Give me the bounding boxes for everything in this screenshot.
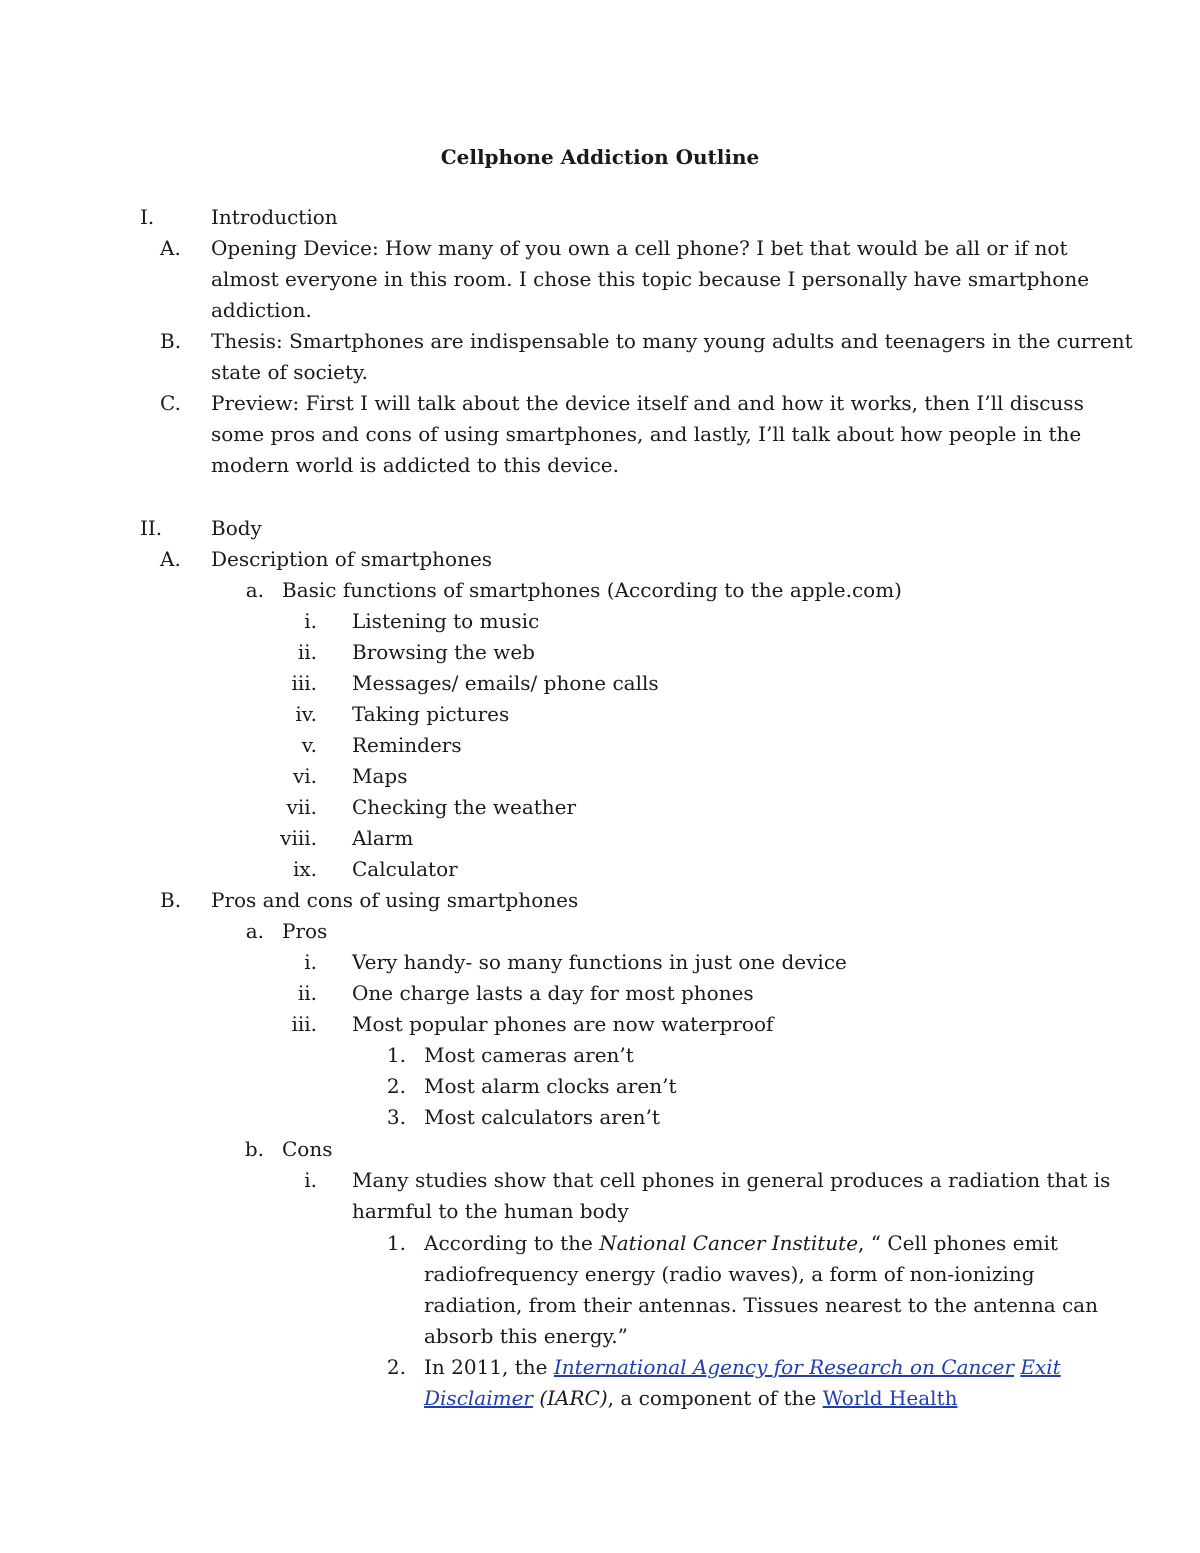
outline-marker: A. <box>160 547 181 571</box>
outline-marker: vi. <box>292 764 317 788</box>
outline-marker: i. <box>304 950 317 974</box>
outline-marker: a. <box>245 578 264 602</box>
outline-marker: ix. <box>292 857 317 881</box>
basic-functions-heading: Basic functions of smartphones (According to the apple.com) <box>282 578 902 602</box>
description-heading: Description of smartphones <box>211 547 493 571</box>
list-item: Most alarm clocks aren’t <box>424 1074 677 1098</box>
outline-marker: iii. <box>291 671 317 695</box>
outline-marker: ii. <box>297 640 317 664</box>
list-item: Alarm <box>352 826 414 850</box>
list-item: Very handy- so many functions in just one device <box>352 950 847 974</box>
outline-marker: 1. <box>386 1043 406 1067</box>
list-item: Most calculators aren’t <box>424 1105 660 1129</box>
exit-disclaimer-link[interactable]: Exit <box>1020 1355 1061 1379</box>
nci-quote-line <box>424 1228 1058 1259</box>
outline-marker: 1. <box>386 1231 406 1255</box>
list-item: Messages/ emails/ phone calls <box>352 671 659 695</box>
list-item: Most cameras aren’t <box>424 1043 634 1067</box>
list-item: Taking pictures <box>352 702 510 726</box>
outline-marker: B. <box>160 329 182 353</box>
thesis-text: state of society. <box>211 360 369 384</box>
list-item: Most popular phones are now waterproof <box>352 1012 774 1036</box>
list-item: Calculator <box>352 857 458 881</box>
iarc-link[interactable]: International Agency for Research on Cancer <box>553 1355 1015 1379</box>
outline-marker: viii. <box>280 826 317 850</box>
outline-marker: C. <box>160 391 181 415</box>
outline-marker: a. <box>245 919 264 943</box>
list-item: One charge lasts a day for most phones <box>352 981 754 1005</box>
nci-post: , “ Cell phones emit <box>858 1231 1058 1255</box>
preview-text: Preview: First I will talk about the device itself and and how it works, then I’ll discuss <box>211 391 1084 415</box>
list-item: Browsing the web <box>352 640 535 664</box>
opening-device-text: addiction. <box>211 298 312 322</box>
who-link[interactable]: World Health <box>822 1386 958 1410</box>
iarc-line <box>424 1352 1061 1383</box>
outline-marker: i. <box>304 1168 317 1192</box>
iarc-abbrev: (IARC) <box>532 1386 608 1410</box>
exit-disclaimer-link[interactable]: Disclaimer <box>424 1386 533 1410</box>
list-item: Listening to music <box>352 609 540 633</box>
preview-text: modern world is addicted to this device. <box>211 453 619 477</box>
outline-marker: 2. <box>386 1074 406 1098</box>
nci-quote-text: radiation, from their antennas. Tissues nearest to the antenna can <box>424 1293 1098 1317</box>
section-heading-introduction: Introduction <box>211 205 338 229</box>
outline-marker: ii. <box>297 981 317 1005</box>
outline-marker: 3. <box>386 1105 406 1129</box>
iarc-line <box>424 1383 957 1414</box>
opening-device-text: Opening Device: How many of you own a cell phone? I bet that would be all or if not <box>211 236 1068 260</box>
nci-quote-text: radiofrequency energy (radio waves), a form of non-ionizing <box>424 1262 1035 1286</box>
section-heading-body: Body <box>211 516 262 540</box>
pros-cons-heading: Pros and cons of using smartphones <box>211 888 579 912</box>
nci-name: National Cancer Institute <box>599 1231 859 1255</box>
outline-marker: vii. <box>286 795 317 819</box>
document-title: Cellphone Addiction Outline <box>440 145 760 169</box>
list-item: Checking the weather <box>352 795 577 819</box>
nci-quote-text: absorb this energy.” <box>424 1324 628 1348</box>
list-item: Maps <box>352 764 408 788</box>
outline-marker: I. <box>140 205 155 229</box>
opening-device-text: almost everyone in this room. I chose this topic because I personally have smartphone <box>211 267 1090 291</box>
list-item: Reminders <box>352 733 462 757</box>
cons-heading: Cons <box>282 1137 333 1161</box>
outline-marker: A. <box>160 236 181 260</box>
pros-heading: Pros <box>282 919 328 943</box>
preview-text: some pros and cons of using smartphones, and lastly, I’ll talk about how people in the <box>211 422 1082 446</box>
outline-marker: iii. <box>291 1012 317 1036</box>
outline-marker: v. <box>301 733 317 757</box>
outline-marker: b. <box>244 1137 264 1161</box>
iarc-post: , a component of the <box>607 1386 823 1410</box>
iarc-pre: In 2011, the <box>424 1355 554 1379</box>
radiation-text: harmful to the human body <box>352 1199 629 1223</box>
nci-pre: According to the <box>424 1231 600 1255</box>
outline-marker: II. <box>140 516 163 540</box>
outline-marker: 2. <box>386 1355 406 1379</box>
radiation-text: Many studies show that cell phones in general produces a radiation that is <box>352 1168 1111 1192</box>
thesis-text: Thesis: Smartphones are indispensable to many young adults and teenagers in the current <box>211 329 1133 353</box>
outline-marker: B. <box>160 888 182 912</box>
outline-marker: iv. <box>295 702 317 726</box>
outline-marker: i. <box>304 609 317 633</box>
